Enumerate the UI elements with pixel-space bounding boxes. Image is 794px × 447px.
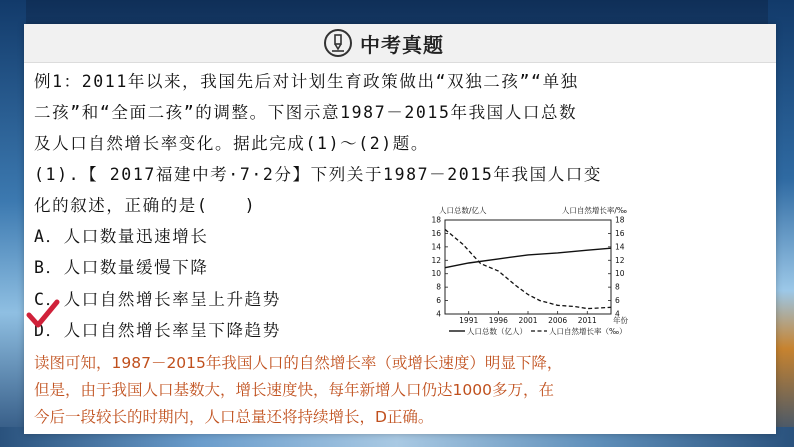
pen-in-circle-icon xyxy=(324,29,352,57)
example-line-3: 及人口自然增长率变化。据此完成(1)～(2)题。 xyxy=(34,134,430,153)
left-axis-label: 人口总数/亿人 xyxy=(439,206,487,215)
x-tick-label: 2001 xyxy=(518,316,538,325)
x-tick-label: 1991 xyxy=(459,316,479,325)
left-tick-label: 8 xyxy=(436,282,441,292)
answer-line-2: 但是，由于我国人口基数大，增长速度快，每年新增人口仍达1000多万，在 xyxy=(34,381,554,399)
left-tick-label: 10 xyxy=(431,269,441,279)
checkmark-icon xyxy=(26,299,60,333)
left-tick-label: 16 xyxy=(431,228,441,238)
header-bar xyxy=(24,24,776,63)
answer-line-3: 今后一段较长的时期内，人口总量还将持续增长，D正确。 xyxy=(34,408,434,426)
x-tick-label: 2006 xyxy=(548,316,568,325)
left-tick-label: 6 xyxy=(436,296,441,306)
left-tick-label: 14 xyxy=(431,242,441,252)
example-line-2: 二孩”和“全面二孩”的调整。下图示意1987－2015年我国人口总数 xyxy=(34,103,578,122)
answer-line-1: 读图可知，1987－2015年我国人口的自然增长率（或增长速度）明显下降， xyxy=(34,354,563,372)
right-tick-label: 16 xyxy=(615,228,625,238)
content-panel xyxy=(24,24,776,434)
example-line-1: 例1：2011年以来，我国先后对计划生育政策做出“双独二孩”“单独 xyxy=(34,72,579,91)
right-tick-label: 4 xyxy=(615,309,620,319)
question-stem-line-1: (1).【 2017福建中考·7·2分】下列关于1987－2015年我国人口变 xyxy=(34,165,603,184)
right-tick-label: 8 xyxy=(615,282,620,292)
option-d: D．人口自然增长率呈下降趋势 xyxy=(34,321,281,340)
right-tick-label: 6 xyxy=(615,296,620,306)
option-c: C．人口自然增长率呈上升趋势 xyxy=(34,290,281,309)
left-tick-label: 4 xyxy=(436,309,441,319)
plot-frame xyxy=(445,220,611,314)
right-tick-label: 12 xyxy=(615,255,625,265)
right-tick-label: 10 xyxy=(615,269,625,279)
option-a: A．人口数量迅速增长 xyxy=(34,227,209,246)
question-stem-line-2: 化的叙述，正确的是( ) xyxy=(34,196,257,215)
left-background-strip xyxy=(0,0,26,447)
legend-label-growth-rate: 人口自然增长率（‰） xyxy=(549,327,627,336)
x-tick-label: 2011 xyxy=(577,316,597,325)
left-tick-label: 12 xyxy=(431,255,441,265)
x-tick-label: 1996 xyxy=(488,316,508,325)
chart-canvas xyxy=(417,202,637,342)
option-b: B．人口数量缓慢下降 xyxy=(34,258,209,277)
right-tick-label: 14 xyxy=(615,242,625,252)
x-unit-label: 年份 xyxy=(613,316,628,325)
header-title-group xyxy=(324,28,444,58)
legend-label-population: 人口总数（亿人） xyxy=(467,327,527,336)
right-tick-label: 18 xyxy=(615,215,625,225)
page-title: 中考真题 xyxy=(360,32,444,57)
left-tick-label: 18 xyxy=(431,215,441,225)
right-axis-label: 人口自然增长率/‰ xyxy=(561,206,627,215)
population-chart xyxy=(417,202,637,346)
series-line-growth-rate xyxy=(445,229,611,308)
